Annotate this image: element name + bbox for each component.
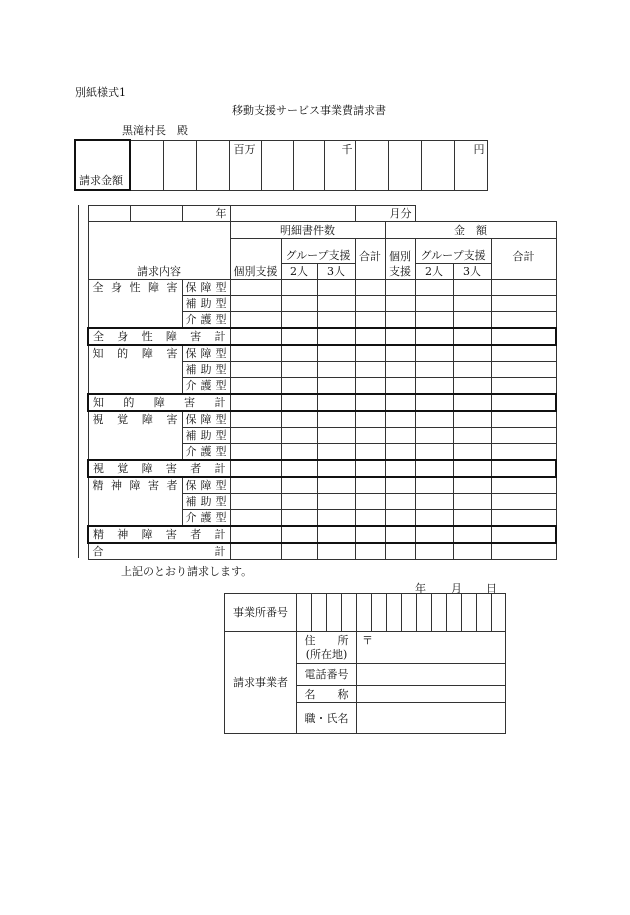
data-cell[interactable] xyxy=(355,494,385,510)
row-type: 補助型 xyxy=(182,362,230,378)
data-cell[interactable] xyxy=(230,378,281,395)
data-cell[interactable] xyxy=(317,394,355,411)
data-cell[interactable] xyxy=(415,477,453,494)
data-cell[interactable] xyxy=(415,280,453,296)
data-cell[interactable] xyxy=(317,328,355,345)
data-cell[interactable] xyxy=(317,460,355,477)
office-number-digit[interactable] xyxy=(357,594,372,632)
header-individual-short: 個別 xyxy=(385,239,415,264)
data-cell[interactable] xyxy=(281,394,317,411)
row-category: 知的障害 xyxy=(88,345,182,362)
data-cell[interactable] xyxy=(317,510,355,527)
table-row xyxy=(88,345,556,362)
data-cell[interactable] xyxy=(491,362,556,378)
data-cell[interactable] xyxy=(415,312,453,329)
name-label: 名 称 xyxy=(297,686,357,703)
data-cell[interactable] xyxy=(355,526,385,543)
row-type: 介護型 xyxy=(182,510,230,527)
office-number-digit[interactable] xyxy=(462,594,477,632)
data-cell[interactable] xyxy=(385,411,415,428)
year-input[interactable] xyxy=(88,206,130,222)
row-type: 保障型 xyxy=(182,411,230,428)
row-category xyxy=(88,510,182,527)
amount-label: 請求金額 xyxy=(75,140,130,190)
data-cell[interactable] xyxy=(230,444,281,461)
office-number-box-a[interactable] xyxy=(297,594,357,632)
data-cell[interactable] xyxy=(281,510,317,527)
office-number-digit[interactable] xyxy=(402,594,417,632)
subtotal-label: 精神障害者計 xyxy=(88,526,230,543)
data-cell[interactable] xyxy=(281,543,317,560)
grand-total-right: 計 xyxy=(214,545,226,558)
left-margin-line xyxy=(78,205,79,558)
data-cell[interactable] xyxy=(415,526,453,543)
data-cell[interactable] xyxy=(230,345,281,362)
table-row xyxy=(88,378,556,395)
data-cell[interactable] xyxy=(281,378,317,395)
data-cell[interactable] xyxy=(317,345,355,362)
data-cell[interactable] xyxy=(230,494,281,510)
amount-digit-cell[interactable] xyxy=(196,140,229,190)
data-cell[interactable] xyxy=(230,394,281,411)
data-cell[interactable] xyxy=(281,280,317,296)
data-cell[interactable] xyxy=(415,378,453,395)
data-cell[interactable] xyxy=(355,444,385,461)
representative-label: 職・氏名 xyxy=(297,703,357,734)
data-cell[interactable] xyxy=(453,477,491,494)
data-cell[interactable] xyxy=(491,444,556,461)
row-category xyxy=(88,444,182,461)
data-cell[interactable] xyxy=(415,411,453,428)
year-input[interactable] xyxy=(130,206,182,222)
data-cell[interactable] xyxy=(491,526,556,543)
data-cell[interactable] xyxy=(491,378,556,395)
subtotal-label: 視覚障害者計 xyxy=(88,460,230,477)
subtotal-label: 知的障害計 xyxy=(88,394,230,411)
data-cell[interactable] xyxy=(415,494,453,510)
data-cell[interactable] xyxy=(317,477,355,494)
data-cell[interactable] xyxy=(355,280,385,296)
data-cell[interactable] xyxy=(491,460,556,477)
amount-unit-yen[interactable]: 円 xyxy=(454,140,487,190)
data-cell[interactable] xyxy=(281,494,317,510)
row-category: 全身性障害 xyxy=(88,280,182,296)
phone-label: 電話番号 xyxy=(297,664,357,686)
data-cell[interactable] xyxy=(491,411,556,428)
header-amount: 金 額 xyxy=(385,222,556,239)
data-cell[interactable] xyxy=(453,411,491,428)
grand-total-label xyxy=(88,543,230,560)
year-label: 年 xyxy=(182,206,230,222)
data-cell[interactable] xyxy=(317,362,355,378)
row-category: 精神障害者 xyxy=(88,477,182,494)
data-cell[interactable] xyxy=(491,543,556,560)
address-label-sub: (所在地) xyxy=(305,647,348,661)
data-cell[interactable] xyxy=(230,510,281,527)
row-category xyxy=(88,296,182,312)
data-cell[interactable] xyxy=(281,428,317,444)
amount-digit-cell[interactable] xyxy=(130,140,163,190)
header-2p-amount: 2人 xyxy=(415,264,453,280)
subtotal-row xyxy=(88,394,556,411)
data-cell[interactable] xyxy=(415,296,453,312)
data-cell[interactable] xyxy=(281,345,317,362)
representative-input[interactable] xyxy=(357,703,506,734)
office-number-digit[interactable] xyxy=(492,594,506,632)
data-cell[interactable] xyxy=(385,296,415,312)
data-cell[interactable] xyxy=(385,428,415,444)
date-year: 年 xyxy=(415,582,426,595)
amount-digit-cell[interactable] xyxy=(421,140,454,190)
data-cell[interactable] xyxy=(453,526,491,543)
header-3p-amount: 3人 xyxy=(453,264,491,280)
data-cell[interactable] xyxy=(355,362,385,378)
data-cell[interactable] xyxy=(230,477,281,494)
data-cell[interactable] xyxy=(453,296,491,312)
postal-mark: 〒 xyxy=(362,634,373,647)
data-cell[interactable] xyxy=(355,296,385,312)
month-input[interactable] xyxy=(230,206,355,222)
amount-table xyxy=(74,139,488,191)
amount-digit-cell[interactable] xyxy=(261,140,293,190)
table-row xyxy=(88,510,556,527)
row-type: 保障型 xyxy=(182,345,230,362)
office-number-digit[interactable] xyxy=(372,594,387,632)
billing-detail-table xyxy=(87,205,557,560)
data-cell[interactable] xyxy=(317,280,355,296)
data-cell[interactable] xyxy=(230,328,281,345)
office-number-digit[interactable] xyxy=(477,594,492,632)
subtotal-row xyxy=(88,460,556,477)
amount-digit-cell[interactable] xyxy=(163,140,196,190)
data-cell[interactable] xyxy=(453,428,491,444)
data-cell[interactable] xyxy=(317,543,355,560)
data-cell[interactable] xyxy=(453,494,491,510)
document-title: 移動支援サービス事業費請求書 xyxy=(232,104,386,117)
data-cell[interactable] xyxy=(415,428,453,444)
data-cell[interactable] xyxy=(385,494,415,510)
data-cell[interactable] xyxy=(385,394,415,411)
table-row xyxy=(88,411,556,428)
amount-digit-cell[interactable] xyxy=(293,140,324,190)
data-cell[interactable] xyxy=(317,526,355,543)
data-cell[interactable] xyxy=(415,362,453,378)
amount-unit-thousand[interactable]: 千 xyxy=(324,140,355,190)
row-type: 介護型 xyxy=(182,378,230,395)
data-cell[interactable] xyxy=(317,296,355,312)
claimant-label: 請求事業者 xyxy=(225,632,297,734)
data-cell[interactable] xyxy=(230,543,281,560)
data-cell[interactable] xyxy=(230,362,281,378)
grand-total-row xyxy=(88,543,556,560)
header-item: 請求内容 xyxy=(88,222,230,280)
data-cell[interactable] xyxy=(385,543,415,560)
data-cell[interactable] xyxy=(415,345,453,362)
amount-digit-cell[interactable] xyxy=(355,140,388,190)
data-cell[interactable] xyxy=(453,378,491,395)
office-number-digit[interactable] xyxy=(432,594,447,632)
name-input[interactable] xyxy=(357,686,506,703)
office-info-table xyxy=(224,593,506,734)
office-number-digit[interactable] xyxy=(417,594,432,632)
data-cell[interactable] xyxy=(491,280,556,296)
data-cell[interactable] xyxy=(281,362,317,378)
data-cell[interactable] xyxy=(230,460,281,477)
data-cell[interactable] xyxy=(281,460,317,477)
data-cell[interactable] xyxy=(355,428,385,444)
data-cell[interactable] xyxy=(317,494,355,510)
data-cell[interactable] xyxy=(385,477,415,494)
subtotal-label: 全身性障害計 xyxy=(88,328,230,345)
table-row xyxy=(88,494,556,510)
row-category xyxy=(88,312,182,329)
data-cell[interactable] xyxy=(491,345,556,362)
data-cell[interactable] xyxy=(281,411,317,428)
data-cell[interactable] xyxy=(453,543,491,560)
data-cell[interactable] xyxy=(385,378,415,395)
data-cell[interactable] xyxy=(453,510,491,527)
row-type: 補助型 xyxy=(182,428,230,444)
data-cell[interactable] xyxy=(385,460,415,477)
data-cell[interactable] xyxy=(355,328,385,345)
data-cell[interactable] xyxy=(281,444,317,461)
data-cell[interactable] xyxy=(355,543,385,560)
table-row xyxy=(88,477,556,494)
data-cell[interactable] xyxy=(491,477,556,494)
row-type: 介護型 xyxy=(182,444,230,461)
date-day: 日 xyxy=(486,582,497,595)
data-cell[interactable] xyxy=(355,460,385,477)
row-type: 補助型 xyxy=(182,494,230,510)
data-cell[interactable] xyxy=(491,394,556,411)
row-type: 保障型 xyxy=(182,477,230,494)
data-cell[interactable] xyxy=(317,444,355,461)
data-cell[interactable] xyxy=(491,510,556,527)
data-cell[interactable] xyxy=(230,296,281,312)
data-cell[interactable] xyxy=(453,312,491,329)
data-cell[interactable] xyxy=(355,312,385,329)
office-number-digit[interactable] xyxy=(387,594,402,632)
row-type: 保障型 xyxy=(182,280,230,296)
data-cell[interactable] xyxy=(453,444,491,461)
header-3p: 3人 xyxy=(317,264,355,280)
header-2p: 2人 xyxy=(281,264,317,280)
table-row xyxy=(88,280,556,296)
data-cell[interactable] xyxy=(355,378,385,395)
address-label xyxy=(297,632,357,664)
row-type: 補助型 xyxy=(182,296,230,312)
data-cell[interactable] xyxy=(453,280,491,296)
amount-unit-million[interactable]: 百万 xyxy=(229,140,261,190)
row-category xyxy=(88,378,182,395)
data-cell[interactable] xyxy=(453,345,491,362)
data-cell[interactable] xyxy=(385,510,415,527)
date-month: 月 xyxy=(451,582,462,595)
data-cell[interactable] xyxy=(230,280,281,296)
data-cell[interactable] xyxy=(385,328,415,345)
table-row xyxy=(88,362,556,378)
table-row xyxy=(88,428,556,444)
header-total: 合計 xyxy=(355,239,385,280)
table-row xyxy=(88,312,556,329)
header-count: 明細書件数 xyxy=(230,222,385,239)
form-id: 別紙様式1 xyxy=(75,86,126,99)
amount-digit-cell[interactable] xyxy=(388,140,421,190)
data-cell[interactable] xyxy=(230,428,281,444)
data-cell[interactable] xyxy=(415,328,453,345)
data-cell[interactable] xyxy=(317,411,355,428)
data-cell[interactable] xyxy=(317,312,355,329)
data-cell[interactable] xyxy=(317,378,355,395)
office-number-label: 事業所番号 xyxy=(225,594,297,632)
data-cell[interactable] xyxy=(281,526,317,543)
data-cell[interactable] xyxy=(355,510,385,527)
data-cell[interactable] xyxy=(355,411,385,428)
data-cell[interactable] xyxy=(453,362,491,378)
data-cell[interactable] xyxy=(281,328,317,345)
table-row xyxy=(88,296,556,312)
row-category xyxy=(88,362,182,378)
data-cell[interactable] xyxy=(491,494,556,510)
header-total-amount: 合計 xyxy=(491,239,556,280)
data-cell[interactable] xyxy=(491,328,556,345)
header-group-amount: グループ支援 xyxy=(415,239,491,264)
month-label: 月分 xyxy=(355,206,415,222)
data-cell[interactable] xyxy=(355,394,385,411)
data-cell[interactable] xyxy=(415,394,453,411)
row-category: 視覚障害 xyxy=(88,411,182,428)
data-cell[interactable] xyxy=(385,280,415,296)
data-cell[interactable] xyxy=(385,345,415,362)
data-cell[interactable] xyxy=(281,477,317,494)
data-cell[interactable] xyxy=(385,526,415,543)
data-cell[interactable] xyxy=(355,477,385,494)
address-input[interactable] xyxy=(357,632,506,664)
data-cell[interactable] xyxy=(415,510,453,527)
blank-cell xyxy=(415,206,556,222)
data-cell[interactable] xyxy=(415,444,453,461)
data-cell[interactable] xyxy=(453,394,491,411)
data-cell[interactable] xyxy=(230,312,281,329)
row-type: 介護型 xyxy=(182,312,230,329)
data-cell[interactable] xyxy=(230,526,281,543)
data-cell[interactable] xyxy=(491,312,556,329)
data-cell[interactable] xyxy=(317,428,355,444)
statement-text: 上記のとおり請求します。 xyxy=(121,565,253,578)
addressee: 黒滝村長 殿 xyxy=(122,124,188,137)
header-individual-short2: 支援 xyxy=(385,264,415,280)
data-cell[interactable] xyxy=(491,296,556,312)
data-cell[interactable] xyxy=(281,296,317,312)
data-cell[interactable] xyxy=(453,460,491,477)
row-category xyxy=(88,494,182,510)
subtotal-row xyxy=(88,328,556,345)
data-cell[interactable] xyxy=(415,543,453,560)
header-group: グループ支援 xyxy=(281,239,355,264)
data-cell[interactable] xyxy=(415,460,453,477)
data-cell[interactable] xyxy=(385,444,415,461)
data-cell[interactable] xyxy=(355,345,385,362)
data-cell[interactable] xyxy=(453,328,491,345)
subtotal-row xyxy=(88,526,556,543)
phone-input[interactable] xyxy=(357,664,506,686)
data-cell[interactable] xyxy=(230,411,281,428)
header-individual: 個別支援 xyxy=(230,239,281,280)
data-cell[interactable] xyxy=(491,428,556,444)
grand-total-left: 合 xyxy=(92,545,104,558)
address-label-main: 住 所 xyxy=(304,633,349,647)
office-number-digit[interactable] xyxy=(447,594,462,632)
data-cell[interactable] xyxy=(385,312,415,329)
row-category xyxy=(88,428,182,444)
table-row xyxy=(88,444,556,461)
data-cell[interactable] xyxy=(281,312,317,329)
data-cell[interactable] xyxy=(385,362,415,378)
